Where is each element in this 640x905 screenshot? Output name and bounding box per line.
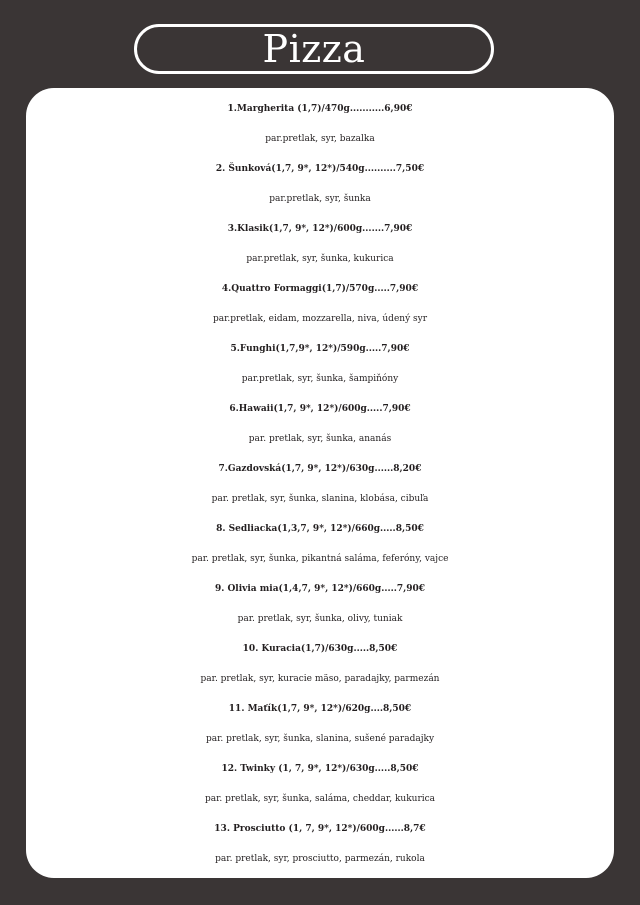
item-name: 5.Funghi(1,7,9*, 12*)/590g.....7,90€ [230,344,410,354]
item-ingredients: par. pretlak, syr, šunka, ananás [248,434,392,444]
menu-title-text: Pizza [262,27,366,71]
item-name: 1.Margherita (1,7)/470g...........6,90€ [227,104,413,114]
menu-card [26,88,614,878]
menu-item [26,694,614,754]
menu-item [26,454,614,514]
item-name: 2. Šunková(1,7, 9*, 12*)/540g..........7,50€ [215,164,425,174]
menu-item [26,214,614,274]
item-ingredients: par. pretlak, syr, šunka, saláma, cheddar, kukurica [204,794,436,804]
item-name: 7.Gazdovská(1,7, 9*, 12*)/630g......8,20€ [218,464,422,474]
item-ingredients: par.pretlak, syr, bazalka [265,134,375,144]
item-ingredients: par. pretlak, syr, prosciutto, parmezán, rukola [215,854,425,864]
menu-item [26,94,614,154]
item-ingredients: par.pretlak, syr, šunka [269,194,371,204]
item-ingredients: par.pretlak, syr, šunka, kukurica [246,254,394,264]
item-ingredients: par. pretlak, syr, šunka, slanina, sušené paradajky [205,734,435,744]
item-name: 13. Prosciutto (1, 7, 9*, 12*)/600g......8,7€ [214,824,426,834]
menu-item [26,274,614,334]
menu-title [134,24,494,74]
item-ingredients: par. pretlak, syr, kuracie mäso, paradajky, parmezán [200,674,440,684]
menu-item [26,754,614,814]
menu-item [26,334,614,394]
item-name: 9. Olivia mia(1,4,7, 9*, 12*)/660g.....7,90€ [214,584,426,594]
menu-item [26,814,614,874]
menu-item [26,634,614,694]
pizza-list [26,94,614,874]
item-name: 11. Maťík(1,7, 9*, 12*)/620g....8,50€ [228,704,412,714]
item-name: 3.Klasik(1,7, 9*, 12*)/600g.......7,90€ [227,224,413,234]
item-ingredients: par. pretlak, syr, šunka, slanina, klobása, cibuľa [211,494,429,504]
menu-item [26,394,614,454]
item-name: 4.Quattro Formaggi(1,7)/570g.....7,90€ [221,284,419,294]
item-ingredients: par. pretlak, syr, šunka, pikantná saláma, feferóny, vajce [191,554,449,564]
item-name: 10. Kuracia(1,7)/630g.....8,50€ [242,644,398,654]
menu-item [26,514,614,574]
item-ingredients: par. pretlak, syr, šunka, olivy, tuniak [237,614,403,624]
item-name: 6.Hawaii(1,7, 9*, 12*)/600g.....7,90€ [229,404,411,414]
item-ingredients: par.pretlak, syr, šunka, šampiňóny [241,374,399,384]
item-name: 12. Twinky (1, 7, 9*, 12*)/630g.....8,50€ [221,764,419,774]
item-name: 8. Sedliacka(1,3,7, 9*, 12*)/660g.....8,50€ [216,524,424,534]
menu-item [26,154,614,214]
menu-item [26,574,614,634]
item-ingredients: par.pretlak, eidam, mozzarella, niva, údený syr [212,314,428,324]
